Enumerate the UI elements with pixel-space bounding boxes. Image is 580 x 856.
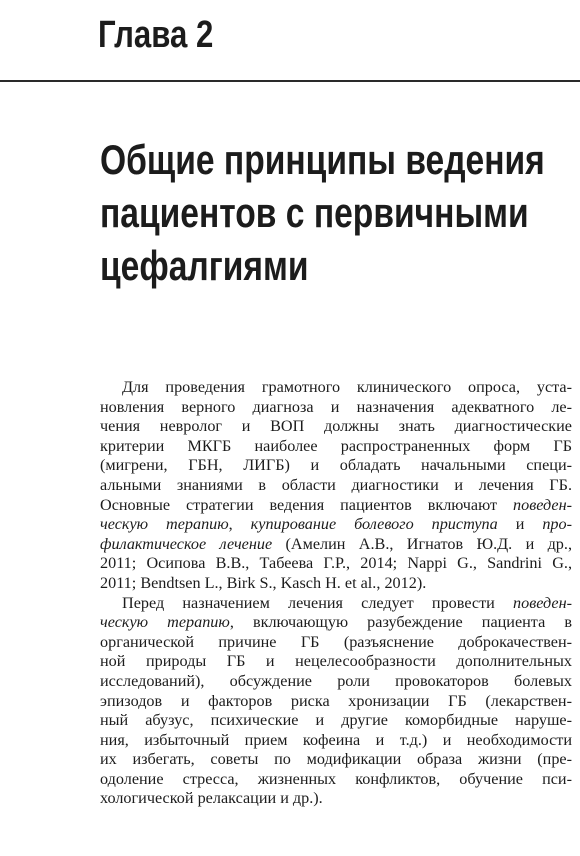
text-line: Для проведения грамотного клинического опроса, уста- [122,378,572,396]
chapter-heading: Глава 2 [98,14,214,56]
text-line: ческую терапию, включающую разубеждение пациента в [100,613,572,632]
text-line: органической причине ГБ (разъяснение доброкачествен- [100,632,572,651]
text-line: Основные стратегии ведения пациентов включают поведен- [100,495,572,514]
text-line: ной природы ГБ и нецелесообразности дополнительных [100,652,572,671]
text-line: их избегать, советы по модификации образа жизни (пре- [100,750,572,769]
text-line: альными знаниями в области диагностики и лечения ГБ. [100,475,572,494]
text-line: новления верного диагноза и назначения адекватного ле- [100,397,572,416]
text-line: эпизодов и факторов риска хронизации ГБ (лекарствен- [100,691,572,710]
chapter-title [100,133,548,292]
text-line: (мигрени, ГБН, ЛИГБ) и обладать начальными специ- [100,456,572,475]
paragraph-1 [100,378,572,594]
text-line: чения невролог и ВОП должны знать диагностические [100,417,572,436]
paragraph-2 [100,594,572,810]
body-text [100,378,572,809]
text-line: филактическое лечение (Амелин А.В., Игнатов Ю.Д. и др., [100,534,572,553]
text-line: 2011; Осипова В.В., Табеева Г.Р., 2014; Nappi G., Sandrini G., [100,554,572,573]
heading-divider [0,80,580,82]
title-line: цефалгиями [100,242,309,289]
text-line: одоление стресса, жизненных конфликтов, обучение пси- [100,769,572,788]
text-line: критерии МКГБ наиболее распространенных форм ГБ [100,436,572,455]
text-line: исследований), обсуждение роли провокаторов болевых [100,671,572,690]
text-line: ческую терапию, купирование болевого приступа и про- [100,515,572,534]
text-line: Перед назначением лечения следует провести поведен- [122,593,572,612]
text-line: 2011; Bendtsen L., Birk S., Kasch H. et al., 2012). [100,573,427,592]
text-line: ния, избыточный прием кофеина и т.д.) и необходимости [100,730,572,749]
text-line: ный абузус, психические и другие коморбидные наруше- [100,711,572,730]
text-line: хологической релаксации и др.). [100,789,323,808]
title-line: пациентов с первичными [100,189,529,236]
title-line: Общие принципы ведения [100,136,545,183]
